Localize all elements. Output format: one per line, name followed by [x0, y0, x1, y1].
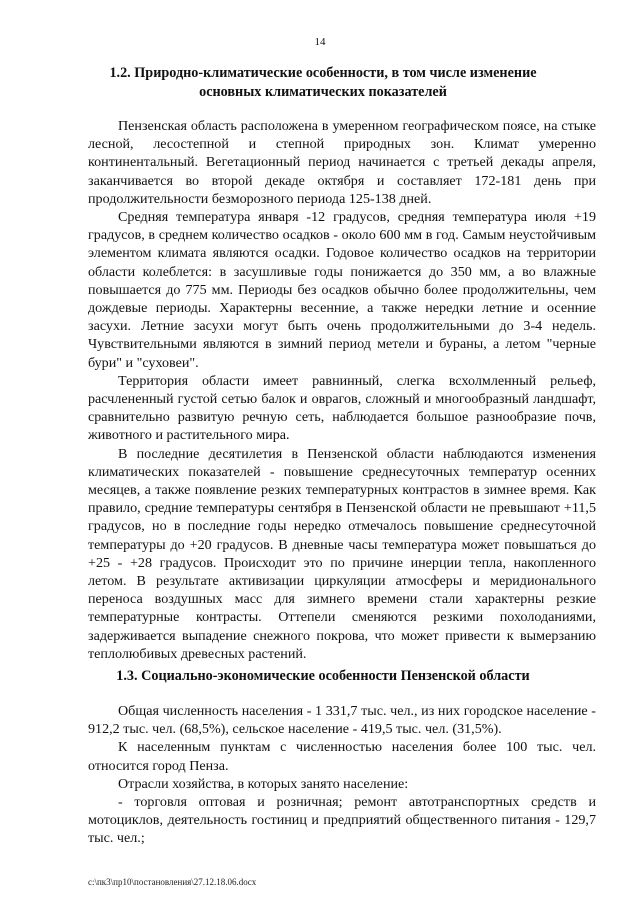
paragraph: Пензенская область расположена в умеренном географическом поясе, на стыке лесной, лесостепной и степной природных зон. Климат умеренно континентальный. Вегетационный период начинается с третьей декады апреля, заканчивается во второй декаде октября и составляет 172-181 день при продолжительности безморозного периода 125-138 дней. — [88, 118, 596, 207]
heading-line: 1.2. Природно-климатические особенности, в том числе изменение — [109, 65, 537, 81]
section-heading-climate — [88, 64, 558, 102]
paragraph: Отрасли хозяйства, в которых занято население: — [118, 775, 409, 792]
paragraph: В последние десятилетия в Пензенской области наблюдаются изменения климатических показателей - повышение среднесуточных температур осенних месяцев, а также появление резких температурных контрастов в зимнее время. Как правило, средние температуры сентября в Пензенской области не превышают +11,5 градусов, но в последние годы нередко отмечалось повышение среднесуточной температуры до +20 градусов. В дневные часы температура может повышаться до +25 - +28 градусов. Происходит это по причине инерции тепла, накопленного летом. В результате активизации циркуляции атмосферы и меридионального переноса воздушных масс для зимнего времени стали характерны резкие температурные контрасты. Оттепели сменяются резкими похолоданиями, задерживается выпадение снежного покрова, что может привести к вымерзанию теплолюбивых древесных растений. — [88, 445, 596, 662]
section-body-socioeconomic — [88, 702, 596, 848]
section-body-climate — [88, 117, 596, 663]
paragraph: Общая численность населения - 1 331,7 тыс. чел., из них городское население - 912,2 тыс. чел. (68,5%), сельское население - 419,5 тыс. чел. (31,5%). — [88, 703, 596, 738]
paragraph: К населенным пунктам с численностью населения более 100 тыс. чел. относится город Пенза. — [88, 739, 596, 774]
section-heading-socioeconomic: 1.3. Социально-экономические особенности Пензенской области — [116, 668, 530, 684]
heading-line: основных климатических показателей — [199, 84, 447, 100]
paragraph: Средняя температура января -12 градусов, средняя температура июля +19 градусов, в среднем количество осадков - около 600 мм в год. Самым неустойчивым элементом климата являются осадки. Годовое количество осадков на территории области колеблется: в засушливые годы понижается до 350 мм, а во влажные повышается до 775 мм. Периоды без осадков обычно более продолжительны, чем дождевые периоды. Характерны весенние, а также нередки летние и осенние засухи. Летние засухи могут быть очень продолжительными до 3-4 недель. Чувствительными являются в зимний период метели и бураны, а летом "черные бури" и "суховеи". — [88, 209, 596, 371]
page-number: 14 — [314, 36, 326, 48]
footer-file-path: c:\пк3\пр10\постановления\27.12.18.06.docx — [88, 877, 257, 887]
paragraph: Территория области имеет равнинный, слегка всхолмленный рельеф, расчлененный густой сетью балок и оврагов, сложный и многообразный ландшафт, сравнительно развитую речную сеть, наблюдается большое разнообразие почв, животного и растительного мира. — [88, 372, 596, 444]
list-item: - торговля оптовая и розничная; ремонт автотранспортных средств и мотоциклов, деятельность гостиниц и предприятий общественного питания - 129,7 тыс. чел.; — [88, 794, 596, 847]
